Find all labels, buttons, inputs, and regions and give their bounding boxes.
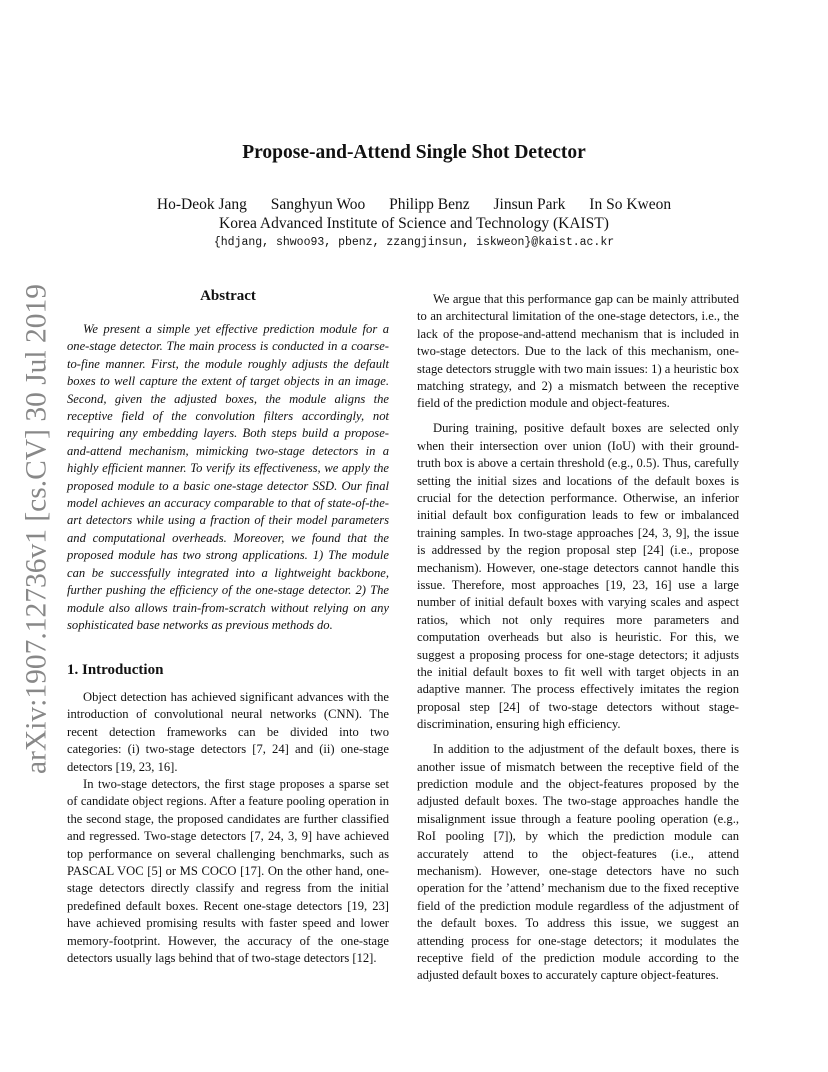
author-name: Philipp Benz [389,196,470,213]
arxiv-sidebar [14,284,60,774]
right-column [417,291,739,992]
abstract-heading: Abstract [200,288,256,304]
paper-title: Propose-and-Attend Single Shot Detector [242,142,586,163]
right-paragraph-2: During training, positive default boxes are selected only when their intersection over union (IoU) with their ground-truth box is above a certain threshold (e.g., 0.5). Thus, carefully setting the initial sizes and locations of the default boxes is crucial for the detection performance. Otherwise, an inferior initial default box configuration leads to few or imbalanced training samples. In two-stage approaches [24, 3, 9], the issue is addressed by the region proposal step [24] (i.e., propose mechanism). However, one-stage detectors cannot handle this issue. Therefore, most approaches [19, 23, 16] use a large number of initial default boxes with varying scales and aspect ratios, which not only requires more parameters and computation overheads but also is heuristic. For this, we suggest a proposing process for one-stage detectors; it adjusts the initial default boxes to fit well with target objects in an adaptive manner. The process effectively imitates the region proposal step [24] of two-stage detectors without stage-discrimination, ensuring high efficiency. [417,421,739,732]
intro-paragraph-2: In two-stage detectors, the first stage proposes a sparse set of candidate object regions. After a feature pooling operation in the second stage, the proposed candidates are further classified and regressed. Two-stage detectors [7, 24, 3, 9] have achieved top performance on several challenging benchmarks, such as PASCAL VOC [5] or MS COCO [17]. On the other hand, one-stage detectors directly classify and regress from the initial predefined default boxes. Recent one-stage detectors [19, 23] have achieved promising results with faster speed and lower memory-footprint. However, the accuracy of the one-stage detectors usually lags behind that of two-stage detectors [12]. [67,777,389,966]
abstract-paragraph: We present a simple yet effective prediction module for a one-stage detector. The main process is conducted in a coarse-to-fine manner. First, the module roughly adjusts the default boxes to well capture the extent of target objects in an image. Second, given the adjusted boxes, the module aligns the receptive field of the convolution filters accordingly, not requiring any embedding layers. Both steps build a propose-and-attend mechanism, mimicking two-stage detectors in a highly efficient manner. To verify its effectiveness, we apply the proposed module to a basic one-stage detector SSD. Our final model achieves an accuracy comparable to that of state-of-the-art detectors while using a fraction of their model parameters and computational overheads. Moreover, we found that the proposed module has two strong applications. 1) The module can be successfully integrated into a lightweight backbone, further pushing the efficiency of the one-stage detector. 2) The module also allows train-from-scratch without relying on any sophisticated base networks as previous methods do. [67,322,389,632]
author-name: In So Kweon [589,196,672,213]
introduction-heading: 1. Introduction [67,662,164,678]
introduction-body [67,689,389,968]
author-emails: {hdjang, shwoo93, pbenz, zzangjinsun, iskweon}@kaist.ac.kr [213,236,615,249]
arxiv-identifier: arXiv:1907.12736v1 [cs.CV] 30 Jul 2019 [20,284,53,774]
author-name: Sanghyun Woo [270,196,366,213]
abstract-body [67,321,389,634]
affiliation: Korea Advanced Institute of Science and Technology (KAIST) [219,215,609,232]
right-paragraph-1: We argue that this performance gap can be mainly attributed to an architectural limitation of the one-stage detectors, i.e., the lack of the propose-and-attend mechanism that is included in two-stage detectors. Due to the lack of this mechanism, one-stage detectors struggle with two main issues: 1) a heuristic box matching strategy, and 2) a mismatch between the receptive field of the prediction module and object-features. [417,292,739,411]
right-paragraph-3: In addition to the adjustment of the default boxes, there is another issue of mismatch between the receptive field of the prediction module and the object-features proposed by the adjusted default boxes. The two-stage approaches handle the misalignment issue through a feature pooling operation (e.g., RoI pooling [7]), by which the prediction module can accurately attend to the object-features (i.e., attend mechanism). However, one-stage detectors have no such operation for the ’attend’ mechanism due to the fixed receptive field of the prediction module regardless of the adjustment of the default boxes. To address this issue, we suggest an attending process for one-stage detectors; it modulates the receptive field of the prediction module according to the adjusted default boxes to accurately capture object-features. [417,742,739,983]
author-list [0,196,828,214]
author-name: Ho-Deok Jang [156,196,247,213]
intro-paragraph-1: Object detection has achieved significant advances with the introduction of convolutional neural networks (CNN). The recent detection frameworks can be divided into two categories: (i) two-stage detectors [7, 24] and (ii) one-stage detectors [19, 23, 16]. [67,690,389,774]
author-name: Jinsun Park [493,196,566,213]
